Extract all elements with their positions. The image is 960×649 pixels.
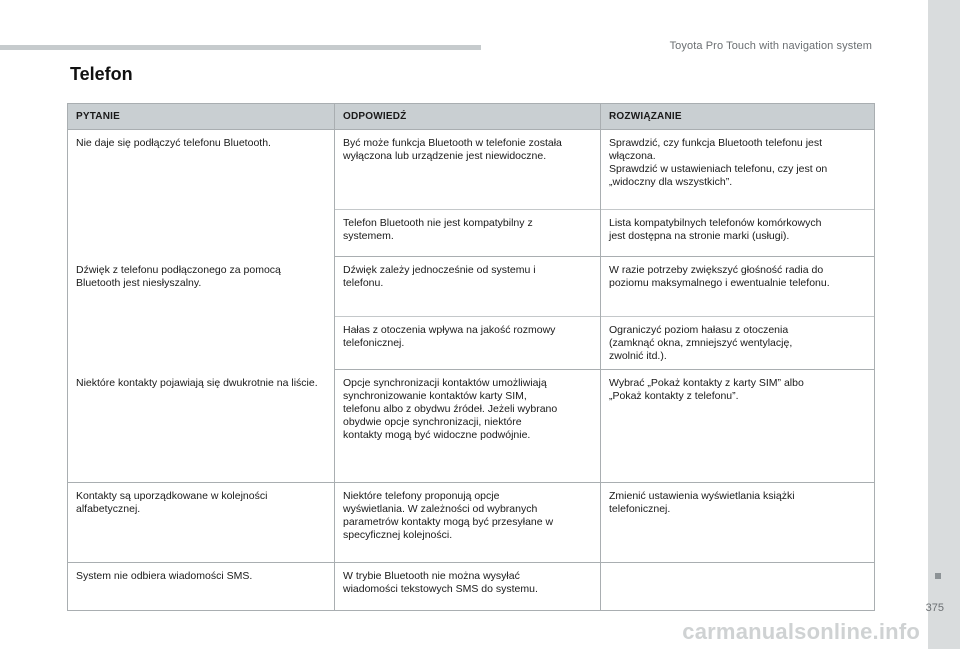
watermark: carmanualsonline.info	[682, 619, 920, 644]
answer-cell	[335, 563, 601, 611]
answer-line: systemem.	[343, 230, 394, 242]
answer-cell	[335, 483, 601, 563]
solution-cell	[601, 563, 875, 611]
header-rule	[0, 45, 481, 50]
table-row	[68, 483, 875, 563]
solution-line: Zmienić ustawienia wyświetlania książki	[609, 490, 795, 502]
answer-line: W trybie Bluetooth nie można wysyłać	[343, 570, 520, 582]
solution-cell	[601, 130, 875, 210]
solution-line: „widoczny dla wszystkich”.	[609, 176, 733, 188]
column-header-answer: ODPOWIEDŹ	[335, 104, 601, 130]
solution-cell	[601, 257, 875, 317]
troubleshooting-table	[67, 103, 875, 611]
page-side-band	[925, 0, 960, 649]
question-cell: Dźwięk z telefonu podłączonego za pomocą Bluetooth jest niesłyszalny.	[68, 257, 335, 370]
question-cell: System nie odbiera wiadomości SMS.	[68, 563, 335, 611]
answer-cell	[335, 130, 601, 210]
question-cell: Niektóre kontakty pojawiają się dwukrotnie na liście.	[68, 370, 335, 483]
solution-line: Ograniczyć poziom hałasu z otoczenia	[609, 324, 789, 336]
answer-line: Dźwięk zależy jednocześnie od systemu i	[343, 264, 536, 276]
column-header-solution: ROZWIĄZANIE	[601, 104, 875, 130]
solution-line: W razie potrzeby zwiększyć głośność radia do	[609, 264, 824, 276]
answer-line: kontakty mogą być widoczne podwójnie.	[343, 429, 531, 441]
table-row	[68, 257, 875, 317]
table-row	[68, 370, 875, 483]
answer-line: telefonu albo z obydwu źródeł. Jeżeli wybrano	[343, 403, 558, 415]
answer-line: synchronizowanie kontaktów karty SIM,	[343, 390, 527, 402]
answer-line: wiadomości tekstowych SMS do systemu.	[343, 583, 538, 595]
table-body	[68, 130, 875, 611]
solution-line: Sprawdzić w ustawieniach telefonu, czy jest on	[609, 163, 828, 175]
solution-line: zwolnić itd.).	[609, 350, 667, 362]
solution-cell	[601, 210, 875, 257]
table-row	[68, 130, 875, 210]
solution-cell	[601, 370, 875, 483]
solution-line: jest dostępna na stronie marki (usługi).	[609, 230, 790, 242]
solution-cell	[601, 317, 875, 370]
running-header: Toyota Pro Touch with navigation system	[669, 40, 872, 52]
page-title: Telefon	[70, 64, 133, 84]
solution-line: Sprawdzić, czy funkcja Bluetooth telefonu jest	[609, 137, 823, 149]
answer-line: telefonu.	[343, 277, 384, 289]
table-row	[68, 563, 875, 611]
table-header-row	[68, 104, 875, 130]
page-number: 375	[925, 602, 944, 614]
solution-cell	[601, 483, 875, 563]
answer-line: specyficznej kolejności.	[343, 529, 453, 541]
solution-line: włączona.	[609, 150, 656, 162]
page-marker	[935, 573, 941, 579]
answer-line: Opcje synchronizacji kontaktów umożliwiają	[343, 377, 547, 389]
answer-line: wyłączona lub urządzenie jest niewidoczne.	[343, 150, 547, 162]
answer-cell	[335, 370, 601, 483]
solution-line: telefonicznej.	[609, 503, 671, 515]
answer-line: Telefon Bluetooth nie jest kompatybilny z	[343, 217, 533, 229]
answer-line: obydwie opcje synchronizacji, niektóre	[343, 416, 522, 428]
solution-line: (zamknąć okna, zmniejszyć wentylację,	[609, 337, 793, 349]
answer-cell	[335, 317, 601, 370]
answer-line: Niektóre telefony proponują opcje	[343, 490, 500, 502]
answer-cell	[335, 210, 601, 257]
answer-line: telefonicznej.	[343, 337, 405, 349]
solution-line: Lista kompatybilnych telefonów komórkowych	[609, 217, 822, 229]
answer-cell	[335, 257, 601, 317]
answer-line: parametrów kontakty mogą być przesyłane w	[343, 516, 554, 528]
question-cell: Nie daje się podłączyć telefonu Bluetooth.	[68, 130, 335, 257]
answer-line: wyświetlania. W zależności od wybranych	[343, 503, 538, 515]
solution-line: „Pokaż kontakty z telefonu”.	[609, 390, 739, 402]
solution-line: poziomu maksymalnego i ewentualnie telefonu.	[609, 277, 830, 289]
answer-line: Hałas z otoczenia wpływa na jakość rozmowy	[343, 324, 556, 336]
question-cell: Kontakty są uporządkowane w kolejności alfabetycznej.	[68, 483, 335, 563]
solution-line: Wybrać „Pokaż kontakty z karty SIM” albo	[609, 377, 804, 389]
answer-line: Być może funkcja Bluetooth w telefonie została	[343, 137, 562, 149]
column-header-question: PYTANIE	[68, 104, 335, 130]
